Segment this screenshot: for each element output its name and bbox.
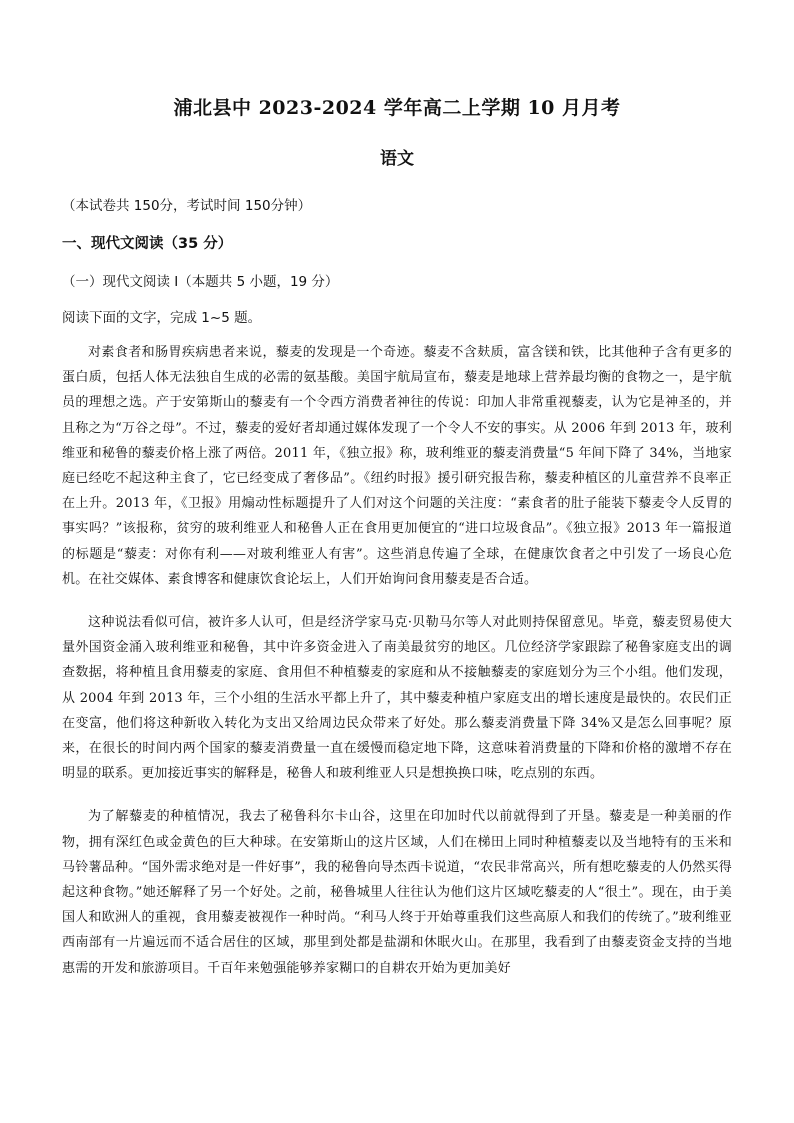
- subsection-heading: （一）现代文阅读 I（本题共 5 小题，19 分）: [62, 274, 339, 290]
- exam-note: （本试卷共 150分，考试时间 150分钟）: [62, 198, 312, 214]
- passage-paragraph: 为了解藜麦的种植情况，我去了秘鲁科尔卡山谷，这里在印加时代以前就得到了开垦。藜麦是一种美丽的作物，拥有深红色或金黄色的巨大种球。在安第斯山的这片区域，人们在梯田上同时种植藜麦以及当地特有的玉米和马铃薯品种。“国外需求绝对是一件好事”，我的秘鲁向导杰西卡说道，“农民非常高兴，所有想吃藜麦的人仍然买得起这种食物。”她还解释了另一个好处。之前，秘鲁城里人往往认为他们这片区域吃藜麦的人“很土”。现在，由于美国人和欧洲人的重视，食用藜麦被视作一种时尚。“利马人终于开始尊重我们这些高原人和我们的传统了。”玻利维亚西南部有一片遍远而不适合居住的区域，那里到处都是盐湖和休眠火山。在那里，我看到了由藜麦资金支持的当地惠需的开发和旅游项目。千百年来勉强能够养家糊口的自耕农开始为更加美好: [62, 809, 732, 976]
- section-heading: 一、现代文阅读（35 分）: [62, 236, 233, 252]
- reading-instruction: 阅读下面的文字，完成 1~5 题。: [62, 310, 262, 326]
- passage-paragraph: 这种说法看似可信，被许多人认可，但是经济学家马克·贝勒马尔等人对此则持保留意见。毕竟，藜麦贸易使大量外国资金涌入玻利维亚和秘鲁，其中许多资金进入了南美最贫穷的地区。几位经济学家跟踪了秘鲁家庭支出的调查数据，将种植且食用藜麦的家庭、食用但不种植藜麦的家庭和从不接触藜麦的家庭划分为三个小组。他们发现，从 2004 年到 2013 年，三个小组的生活水平都上升了，其中藜麦种植户家庭支出的增长速度是最快的。农民们正在变富，他们将这种新收入转化为支出又给周边民众带来了好处。那么藜麦消费量下降 34%又是怎么回事呢？原来，在很长的时间内两个国家的藜麦消费量一直在缓慢而稳定地下降，这意味着消费量的下降和价格的激增不存在明显的联系。更加接近事实的解释是，秘鲁人和玻利维亚人只是想换换口味，吃点别的东西。: [62, 615, 732, 782]
- passage-paragraph: 对素食者和肠胃疾病患者来说，藜麦的发现是一个奇迹。藜麦不含麸质，富含镁和铁，比其他种子含有更多的蛋白质，包括人体无法独自生成的必需的氨基酸。美国宇航局宣布，藜麦是地球上营养最均衡的食物之一，是宇航员的理想之选。产于安第斯山的藜麦有一个令西方消费者神往的传说：印加人非常重视藜麦，认为它是神圣的，并且称之为“万谷之母”。不过，藜麦的爱好者却通过媒体发现了一个令人不安的事实。从 2006 年到 2013 年，玻利维亚和秘鲁的藜麦价格上涨了两倍。2011 年，《独立报》称，玻利维亚的藜麦消费量“5 年间下降了 34%，当地家庭已经吃不起这种主食了，它已经变成了奢侈品”。《纽约时报》援引研究报告称，藜麦种植区的儿童营养不良率正在上升。2013 年，《卫报》用煽动性标题提升了人们对这个问题的关注度：“素食者的肚子能装下藜麦令人反胃的事实吗？”该报称，贫穷的玻利维亚人和秘鲁人正在食用更加便宜的“进口垃圾食品”。《独立报》2013 年一篇报道的标题是“藜麦：对你有利——对玻利维亚人有害”。这些消息传遍了全球，在健康饮食者之中引发了一场良心危机。在社交媒体、素食博客和健康饮食论坛上，人们开始询问食用藜麦是否合适。: [62, 345, 732, 587]
- subject-title: 语文: [380, 149, 414, 169]
- reading-passage: [62, 340, 732, 981]
- exam-title: 浦北县中 2023-2024 学年高二上学期 10 月月考: [173, 97, 621, 119]
